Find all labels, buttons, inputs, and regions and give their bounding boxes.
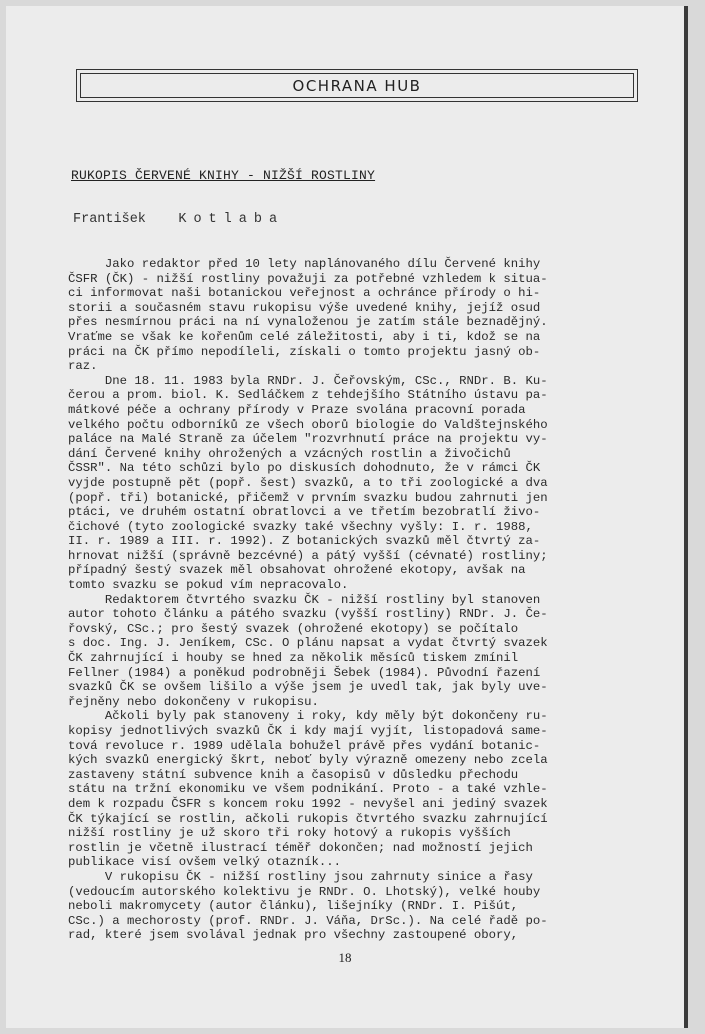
document-page xyxy=(6,6,688,1028)
section-header-title: OCHRANA HUB xyxy=(80,73,634,98)
article-body: Jako redaktor před 10 lety naplánovaného dílu Červené knihy ČSFR (ČK) - nižší rostliny považuji za potřebné vzhledem k situa- ci informovat naši botanickou veřejnost a ochránce přírody o hi- storii a současném stavu rukopisu výše uvedené knihy, jejíž osud přes nesmírnou práci na ní vynaloženou je zatím stále beznadějný. Vraťme se však ke kořenům celé záležitosti, aby i ti, kdož se na práci na ČK přímo nepodíleli, získali o tomto projektu jasný ob- raz. Dne 18. 11. 1983 byla RNDr. J. Čeřovským, CSc., RNDr. B. Ku- čerou a prom. biol. K. Sedláčkem z tehdejšího Státního ústavu pa- mátkové péče a ochrany přírody v Praze svolána pracovní porada velkého počtu odborníků ze všech oborů biologie do Valdštejnského paláce na Malé Straně za účelem "rozvrhnutí práce na projektu vy- dání Červené knihy ohrožených a vzácných rostlin a živočichů ČSSR". Na této schůzi bylo po diskusích dohodnuto, že v rámci ČK vyjde postupně pět (popř. šest) svazků, a to tři zoologické a dva (popř. tři) botanické, přičemž v prvním svazku budou zahrnuti jen ptáci, ve druhém ostatní obratlovci a ve třetím bezobratlí živo- čichové (tyto zoologické svazky také všechny vyšly: I. r. 1988, II. r. 1989 a III. r. 1992). Z botanických svazků měl čtvrtý za- hrnovat nižší (správně bezcévné) a pátý vyšší (cévnaté) rostliny; případný šestý svazek měl obsahovat ohrožené ekotopy, avšak na tomto svazku se pokud vím nepracovalo. Redaktorem čtvrtého svazku ČK - nižší rostliny byl stanoven autor tohoto článku a pátého svazku (vyšší rostliny) RNDr. J. Če- řovský, CSc.; pro šestý svazek (ohrožené ekotopy) se počítalo s doc. Ing. J. Jeníkem, CSc. O plánu napsat a vydat čtvrtý svazek ČK zahrnující i houby se hned za několik měsíců tiskem zmínil Fellner (1984) a poněkud podrobněji Šebek (1984). Původní řazení svazků ČK se ovšem lišilo a výše jsem je uvedl tak, jak byly uve- řejněny nebo dokončeny v rukopisu. Ačkoli byly pak stanoveny i roky, kdy měly být dokončeny ru- kopisy jednotlivých svazků ČK i kdy mají vyjít, listopadová same- tová revoluce r. 1989 udělala bohužel právě přes vydání botanic- kých svazků energický škrt, neboť byly výrazně omezeny nebo zcela zastaveny státní subvence knih a časopisů v důsledku přechodu státu na tržní ekonomiku ve všem podnikání. Proto - a také vzhle- dem k rozpadu ČSFR s koncem roku 1992 - nevyšel ani jediný svazek ČK týkající se rostlin, ačkoli rukopis čtvrtého svazku zahrnující nižší rostliny je už skoro tři roky hotový a rukopis vyšších rostlin je včetně ilustrací téměř dokončen; nad možností jejich publikace visí ovšem velký otazník... V rukopisu ČK - nižší rostliny jsou zahrnuty sinice a řasy (vedoucím autorského kolektivu je RNDr. O. Lhotský), velké houby neboli makromycety (autor článku), lišejníky (RNDr. I. Pišút, CSc.) a mechorosty (prof. RNDr. J. Váňa, DrSc.). Na celé řadě po- rad, které jsem svolával jednak pro všechny zastoupené obory, xyxy=(68,257,548,943)
section-header-box xyxy=(76,69,638,102)
author-last-name: Kotlaba xyxy=(178,212,285,227)
article-title: RUKOPIS ČERVENÉ KNIHY - NIŽŠÍ ROSTLINY xyxy=(71,168,376,183)
author-first-name: František xyxy=(73,212,146,227)
page-number: 18 xyxy=(338,950,352,965)
article-author xyxy=(73,212,284,227)
